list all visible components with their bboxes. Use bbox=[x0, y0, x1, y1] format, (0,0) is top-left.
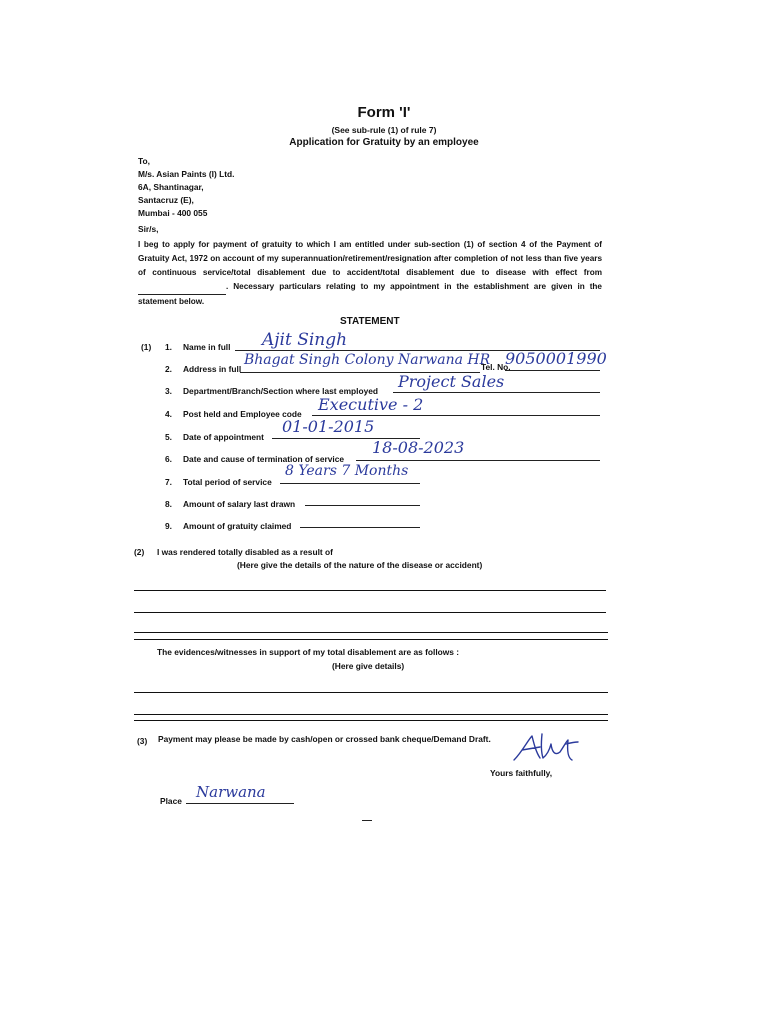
item-label-post: Post held and Employee code bbox=[183, 409, 302, 419]
item-label-address: Address in full bbox=[183, 364, 242, 374]
item-label-department: Department/Branch/Section where last employed bbox=[183, 386, 379, 396]
item-number: 8. bbox=[165, 499, 172, 509]
field-line bbox=[312, 415, 600, 416]
item-label-termination: Date and cause of termination of service bbox=[183, 454, 345, 464]
value-department: Project Sales bbox=[398, 372, 505, 391]
intro-paragraph bbox=[138, 238, 602, 309]
address-line: Mumbai - 400 055 bbox=[138, 208, 208, 218]
item-label-gratuity: Amount of gratuity claimed bbox=[183, 521, 292, 531]
write-line bbox=[134, 714, 608, 715]
value-post: Executive - 2 bbox=[318, 395, 424, 414]
item-number: 7. bbox=[165, 477, 172, 487]
value-termination: 18-08-2023 bbox=[372, 438, 465, 457]
address-line: M/s. Asian Paints (I) Ltd. bbox=[138, 169, 235, 179]
evidence-text: The evidences/witnesses in support of my total disablement are as follows : bbox=[157, 647, 460, 657]
field-line bbox=[305, 505, 420, 506]
field-line bbox=[393, 392, 600, 393]
form-title: Form 'I' bbox=[357, 104, 411, 121]
write-line bbox=[134, 590, 606, 591]
value-name: Ajit Singh bbox=[262, 330, 348, 350]
field-line bbox=[300, 527, 420, 528]
form-subtitle: (See sub-rule (1) of rule 7) bbox=[331, 125, 437, 135]
item-number: 9. bbox=[165, 521, 172, 531]
tel-label: Tel. No. bbox=[481, 362, 511, 372]
section-1-marker: (1) bbox=[141, 342, 152, 352]
field-line bbox=[505, 370, 600, 371]
field-line bbox=[280, 483, 420, 484]
item-label-name: Name in full bbox=[183, 342, 231, 352]
value-period: 8 Years 7 Months bbox=[285, 463, 409, 479]
write-line bbox=[134, 612, 606, 613]
item-number: 2. bbox=[165, 364, 172, 374]
address-line: 6A, Shantinagar, bbox=[138, 182, 204, 192]
salutation: Sir/s, bbox=[138, 224, 159, 234]
yours-faithfully: Yours faithfully, bbox=[490, 768, 553, 778]
item-number: 1. bbox=[165, 342, 172, 352]
item-label-period: Total period of service bbox=[183, 477, 272, 487]
page-mark bbox=[362, 820, 372, 821]
form-heading: Application for Gratuity by an employee bbox=[289, 137, 479, 148]
write-line bbox=[134, 632, 608, 633]
address-to: To, bbox=[138, 156, 150, 166]
intro-text-end: . Necessary particulars relating to my appointment in the establishment are given in the statement below. bbox=[138, 282, 602, 306]
evidence-hint: (Here give details) bbox=[332, 661, 405, 671]
section-2-text: I was rendered totally disabled as a result of bbox=[157, 547, 333, 557]
section-2-marker: (2) bbox=[134, 547, 145, 557]
value-place: Narwana bbox=[196, 783, 266, 801]
value-tel: 9050001990 bbox=[505, 349, 607, 368]
place-label: Place bbox=[160, 796, 182, 806]
field-line bbox=[356, 460, 600, 461]
item-number: 3. bbox=[165, 386, 172, 396]
section-3-marker: (3) bbox=[137, 736, 148, 746]
address-line: Santacruz (E), bbox=[138, 195, 194, 205]
item-number: 6. bbox=[165, 454, 172, 464]
write-line bbox=[134, 692, 608, 693]
value-address: Bhagat Singh Colony Narwana HR bbox=[244, 352, 491, 368]
item-label-salary: Amount of salary last drawn bbox=[183, 499, 296, 509]
intro-text: I beg to apply for payment of gratuity to which I am entitled under sub-section (1) of section 4 of the Payment of Gratuity Act, 1972 on account of my superannuation/retirement/resignation after completion of not less than five years of continuous service/total disablement due to accident/total disablement due to disease with effect from bbox=[138, 240, 602, 277]
effective-date-blank bbox=[138, 280, 226, 295]
value-appointment: 01-01-2015 bbox=[282, 417, 375, 436]
item-number: 5. bbox=[165, 432, 172, 442]
write-line bbox=[134, 720, 608, 721]
write-line bbox=[134, 639, 608, 640]
section-2-hint: (Here give the details of the nature of the disease or accident) bbox=[237, 560, 483, 570]
statement-heading: STATEMENT bbox=[340, 316, 400, 327]
item-label-appointment: Date of appointment bbox=[183, 432, 264, 442]
field-line bbox=[186, 803, 294, 804]
item-number: 4. bbox=[165, 409, 172, 419]
section-3-text: Payment may please be made by cash/open or crossed bank cheque/Demand Draft. bbox=[158, 734, 491, 744]
address-block bbox=[138, 155, 234, 220]
signature-image bbox=[510, 730, 582, 766]
